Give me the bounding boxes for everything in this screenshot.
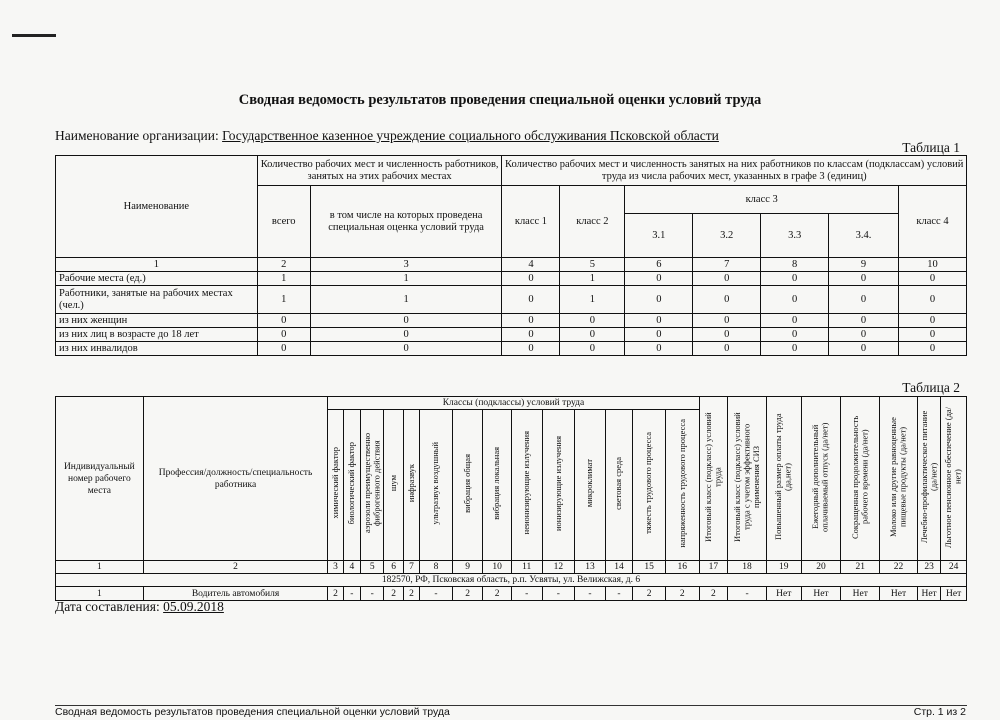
t1-cell: 0 [625,272,693,286]
t2-factor [575,410,606,561]
t2-num: 18 [728,561,767,574]
t1-cell: 0 [829,328,899,342]
t1-cell: 0 [625,314,693,328]
t1-num: 8 [761,258,829,272]
t2-num: 23 [917,561,940,574]
t2-num: 16 [665,561,699,574]
t1-row-label: из них женщин [56,314,258,328]
t2-num: 13 [575,561,606,574]
t2-extra-4: Ежегодный дополнительный оплачиваемый отпуск (да/нет) [801,397,841,561]
t2-cell: 2 [699,587,728,601]
t1-num: 10 [898,258,966,272]
t1-cell: 1 [257,272,310,286]
t1-cell: 1 [257,286,310,314]
t1-cell: 0 [502,314,560,328]
workplace-table [55,396,967,601]
date-label: Дата составления: [55,599,160,614]
t2-num: 8 [420,561,453,574]
table-row [56,342,967,356]
t2-factor-label: неионизирующие излучения [520,431,531,535]
t1-cell: 0 [693,286,761,314]
t1-cell: 0 [898,272,966,286]
t1-cell: 0 [898,314,966,328]
t2-cell: 2 [403,587,419,601]
t1-cell: 1 [310,272,502,286]
t1-cell: 1 [560,272,625,286]
t2-head-prof: Профессия/должность/специальность работника [143,397,328,561]
table1-caption: Таблица 1 [902,140,960,155]
t2-extra-3: Повышенный размер оплаты труда (да,нет) [766,397,801,561]
t1-cell: 0 [829,314,899,328]
page-number: Стр. 1 из 2 [913,706,966,718]
t2-cell: - [343,587,360,601]
t2-num: 22 [880,561,918,574]
t1-cell: 0 [761,314,829,328]
t1-cell: 0 [829,286,899,314]
t1-head-incl: в том числе на которых проведена специальная оценка условий труда [310,186,502,258]
t1-num: 2 [257,258,310,272]
t1-cell: 0 [502,286,560,314]
t1-number-row [56,258,967,272]
t2-factor-label: световая среда [613,456,624,510]
t1-cell: 0 [761,272,829,286]
t1-head-c32: 3.2 [693,214,761,258]
footer-title: Сводная ведомость результатов проведения специальной оценки условий труда [55,706,450,718]
t1-head-c34: 3.4. [829,214,899,258]
table2-caption: Таблица 2 [902,380,960,395]
t2-num: 19 [766,561,801,574]
t2-extra-5: Сокращенная продолжительность рабочего времени (да/нет) [841,397,880,561]
t1-num: 3 [310,258,502,272]
t2-extra-7: Лечебно-профилактическое питание (да/нет) [917,397,940,561]
t1-cell: 0 [693,314,761,328]
t1-cell: 0 [310,314,502,328]
t2-row-prof: Водитель автомобиля [143,587,328,601]
t2-num: 17 [699,561,728,574]
t1-cell: 0 [898,286,966,314]
t1-row-label: Рабочие места (ед.) [56,272,258,286]
t1-cell: 0 [693,342,761,356]
t1-head-group1: Количество рабочих мест и численность работников, занятых на этих рабочих местах [257,156,502,186]
t2-factor-label: ионизирующие излучения [552,435,563,531]
t2-cell: - [542,587,575,601]
t1-cell: 0 [625,286,693,314]
t1-cell: 0 [829,272,899,286]
t2-head-num: Индивидуальный номер рабочего места [56,397,144,561]
t1-cell: 0 [761,342,829,356]
t1-num: 7 [693,258,761,272]
t2-num: 21 [841,561,880,574]
t2-cell: - [511,587,542,601]
t2-num: 2 [143,561,328,574]
t1-num: 4 [502,258,560,272]
t1-cell: 0 [310,342,502,356]
page-title: Сводная ведомость результатов проведения специальной оценки условий труда [238,92,762,108]
t2-factor [483,410,512,561]
t1-row-label: из них лиц в возрасте до 18 лет [56,328,258,342]
t1-cell: 0 [625,328,693,342]
t2-num: 11 [511,561,542,574]
t1-cell: 0 [761,286,829,314]
t2-cell: Нет [766,587,801,601]
table-row [56,272,967,286]
t2-cell: Нет [941,587,967,601]
t1-cell: 0 [898,328,966,342]
t2-cell: Нет [801,587,841,601]
t2-extra-6: Молоко или другие равноценные пищевые продукты (да/нет) [880,397,918,561]
table-row [56,314,967,328]
t2-cell: 2 [483,587,512,601]
t2-num: 10 [483,561,512,574]
t1-cell: 0 [310,328,502,342]
t2-extra-1: Итоговый класс (подкласс) условий труда [699,397,728,561]
t1-cell: 0 [502,342,560,356]
t2-row-num: 1 [56,587,144,601]
t1-cell: 0 [898,342,966,356]
t1-cell: 0 [257,328,310,342]
t1-cell: 0 [257,314,310,328]
t2-factor-label: вибрация локальная [491,446,502,520]
t1-cell: 0 [693,272,761,286]
t2-cell: - [605,587,633,601]
t1-num: 6 [625,258,693,272]
organization-label: Наименование организации: [55,128,219,143]
t1-row-label: Работники, занятые на рабочих местах (чел.) [56,286,258,314]
t1-num: 5 [560,258,625,272]
t2-cell: - [728,587,767,601]
t2-num: 15 [633,561,666,574]
t2-cell: - [575,587,606,601]
t2-factor-label: вибрация общая [461,453,472,513]
table-row [56,286,967,314]
t2-factor [360,410,383,561]
t1-cell: 0 [625,342,693,356]
t2-num: 24 [941,561,967,574]
t2-factor [633,410,666,561]
t2-factor [452,410,483,561]
t1-head-class1: класс 1 [502,186,560,258]
t2-cell: Нет [880,587,918,601]
t2-factor [605,410,633,561]
t2-factor-label: химический фактор [329,447,340,519]
t1-cell: 0 [761,328,829,342]
t2-cell: 2 [384,587,403,601]
t1-head-class3: класс 3 [625,186,899,214]
t2-factor-label: тяжесть трудового процесса [643,432,654,534]
t1-row-label: из них инвалидов [56,342,258,356]
t2-cell: 2 [328,587,343,601]
t2-factor [384,410,403,561]
organization-value: Государственное казенное учреждение социального обслуживания Псковской области [222,128,719,143]
date-line [55,599,224,615]
t2-head-classes: Классы (подклассы) условий труда [328,397,699,410]
t2-extra-2: Итоговый класс (подкласс) условий труда с учетом эффективного применения СИЗ [728,397,767,561]
t2-factor-label: ультразвук воздушный [430,441,441,525]
t2-num: 5 [360,561,383,574]
t2-factor [511,410,542,561]
t1-cell: 1 [560,286,625,314]
t1-head-name: Наименование [56,156,258,258]
t2-num: 9 [452,561,483,574]
t1-cell: 0 [560,314,625,328]
t1-cell: 1 [310,286,502,314]
t2-factor [665,410,699,561]
t1-num: 9 [829,258,899,272]
date-value: 05.09.2018 [163,599,224,614]
summary-table [55,155,967,356]
t2-cell: 2 [633,587,666,601]
t2-factor-label: инфразвук [405,463,416,503]
t2-factor-label: биологический фактор [346,441,357,525]
t1-cell: 0 [693,328,761,342]
t2-cell: 2 [665,587,699,601]
t1-head-group2: Количество рабочих мест и численность занятых на них работников по классам (подклассам) условий труда из числа рабочих мест, указанных в графе 3 (единиц) [502,156,967,186]
scan-mark [12,34,56,37]
t2-factor-label: микроклимат [584,458,595,508]
t2-factor [403,410,419,561]
table-row [56,328,967,342]
t1-head-c31: 3.1 [625,214,693,258]
t2-factor [420,410,453,561]
t2-num: 7 [403,561,419,574]
t2-num: 3 [328,561,343,574]
t1-head-class4: класс 4 [898,186,966,258]
t2-num: 14 [605,561,633,574]
t2-num: 4 [343,561,360,574]
t2-num: 6 [384,561,403,574]
t2-num: 1 [56,561,144,574]
t1-body [56,272,967,356]
t1-cell: 0 [502,272,560,286]
t1-cell: 0 [829,342,899,356]
t2-factor [328,410,343,561]
t1-cell: 0 [560,328,625,342]
t2-factor [343,410,360,561]
t2-cell: - [420,587,453,601]
t2-num: 12 [542,561,575,574]
t2-factor-label: напряженность трудового процесса [676,418,687,548]
t1-head-c33: 3.3 [761,214,829,258]
t2-address: 182570, РФ, Псковская область, р.п. Усвяты, ул. Велижская, д. 6 [56,574,967,587]
t2-factor-label: шум [387,474,398,492]
t2-cell: 2 [452,587,483,601]
t1-cell: 0 [560,342,625,356]
t2-factor-label: аэрозоли преимущественно фиброгенного действия [361,432,382,534]
organization-line [55,128,719,144]
t2-cell: - [360,587,383,601]
t2-cell: Нет [917,587,940,601]
t2-factor [542,410,575,561]
t2-num: 20 [801,561,841,574]
t1-cell: 0 [257,342,310,356]
t1-num: 1 [56,258,258,272]
t2-cell: Нет [841,587,880,601]
t2-number-row [56,561,967,574]
t1-cell: 0 [502,328,560,342]
t2-extra-8: Льготное пенсионное обеспечение (да/нет) [941,397,967,561]
t1-head-class2: класс 2 [560,186,625,258]
t1-head-total: всего [257,186,310,258]
